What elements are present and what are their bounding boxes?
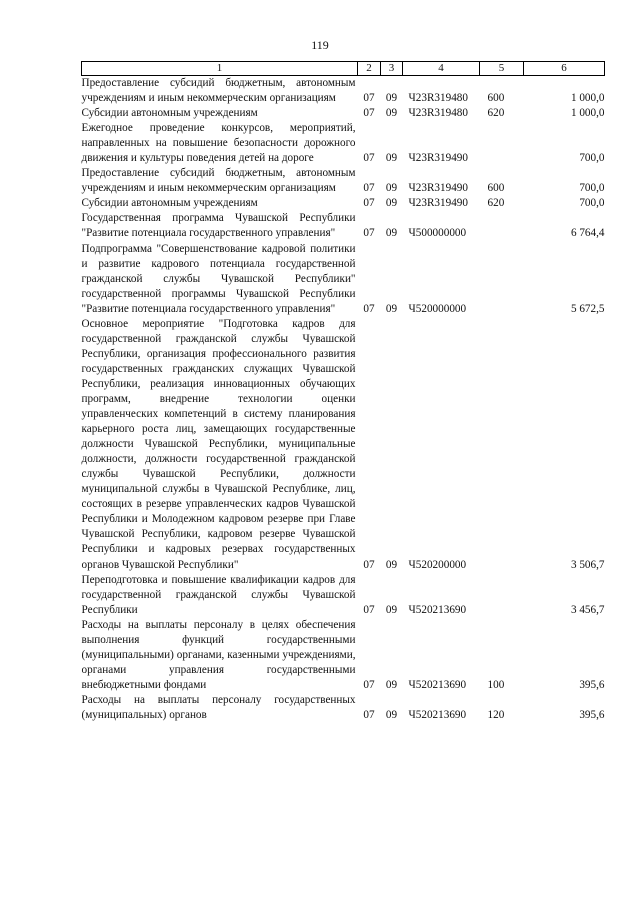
- row-amount: 700,0: [579, 197, 605, 210]
- row-section: 07: [363, 92, 375, 105]
- row-name: Субсидии автономным учреждениям: [81, 197, 258, 210]
- column-header: 2: [358, 62, 381, 76]
- row-name: Расходы на выплаты персоналу в целях обеспечения выполнения функций государственными (муниципальными) органами, казенными учреждениями, органами управления государственными внебюджетными фондами: [81, 618, 356, 691]
- row-section: 07: [363, 603, 375, 616]
- row-section: 07: [363, 182, 375, 195]
- row-expense-type: [480, 317, 524, 573]
- page-number: 119: [311, 38, 329, 52]
- row-target-article: Ч23R319490: [408, 197, 468, 210]
- row-subsection: 09: [385, 708, 398, 721]
- row-amount: 3 506,7: [570, 558, 605, 571]
- row-expense-type: 620: [487, 107, 505, 120]
- row-section: 07: [363, 107, 375, 120]
- row-amount: 1 000,0: [570, 107, 605, 120]
- row-amount: 1 000,0: [570, 92, 605, 105]
- row-name: Предоставление субсидий бюджетным, автономным учреждениям и иным некоммерческим организациям: [81, 77, 356, 105]
- budget-table: [81, 61, 605, 723]
- table-header: [82, 62, 605, 76]
- table-row: [82, 196, 605, 211]
- row-target-article: Ч520213690: [408, 603, 467, 616]
- row-section: 07: [363, 152, 375, 165]
- row-target-article: Ч23R319490: [408, 152, 468, 165]
- row-amount: 395,6: [579, 678, 605, 691]
- table-row: [82, 242, 605, 317]
- row-expense-type: 600: [487, 92, 505, 105]
- row-subsection: 09: [385, 107, 398, 120]
- table-row: [82, 573, 605, 618]
- row-amount: 3 456,7: [570, 603, 605, 616]
- row-subsection: 09: [385, 182, 398, 195]
- row-name: Основное мероприятие "Подготовка кадров для государственной гражданской службы Чувашской Республики, организация профессионального развития государственных гражданских служащих Чувашской Республики, реализация инновационных обучающих программ, внедрение технологии оценки управленческих компетенций в систему планирования карьерного роста лиц, замещающих государственные должности Чувашской Республики, муниципальные должности, должности государственной гражданской службы Чувашской Республики, должности муниципальной службы в Чувашской Республике, лиц, состоящих в резерве управленческих кадров Чувашской Республики и Молодежном кадровом резерве при Главе Чувашской Республики, кадровом резерве Чувашской Республики и кадровых резервах государственных органов Чувашской Республики": [81, 317, 356, 571]
- row-expense-type: [480, 573, 524, 618]
- row-subsection: 09: [385, 603, 398, 616]
- row-name: Расходы на выплаты персоналу государственных (муниципальных) органов: [81, 693, 356, 721]
- row-name: Подпрограмма "Совершенствование кадровой политики и развитие кадрового потенциала государственной гражданской службы Чувашской Республики" государственной программы Чувашской Республики "Развитие потенциала государственного управления": [81, 242, 356, 315]
- row-target-article: Ч520213690: [408, 708, 467, 721]
- table-row: [82, 166, 605, 196]
- row-name: Переподготовка и повышение квалификации кадров для государственной гражданской службы Чувашской Республики: [81, 573, 356, 616]
- row-expense-type: 100: [487, 678, 505, 691]
- row-expense-type: 600: [487, 182, 505, 195]
- row-name: Государственная программа Чувашской Республики "Развитие потенциала государственного управления": [81, 212, 356, 240]
- row-subsection: 09: [385, 678, 398, 691]
- row-subsection: 09: [385, 302, 398, 315]
- row-expense-type: [480, 242, 524, 317]
- row-section: 07: [363, 678, 375, 691]
- table-row: [82, 76, 605, 107]
- row-expense-type: [480, 121, 524, 166]
- row-section: 07: [363, 558, 375, 571]
- row-expense-type: 120: [487, 708, 505, 721]
- row-amount: 5 672,5: [570, 302, 605, 315]
- row-amount: 395,6: [579, 708, 605, 721]
- row-subsection: 09: [385, 558, 398, 571]
- row-section: 07: [363, 708, 375, 721]
- table-row: [82, 106, 605, 121]
- table-body: [82, 76, 605, 724]
- row-name: Ежегодное проведение конкурсов, мероприятий, направленных на повышение безопасности дорожного движения и культуры поведения детей на дороге: [81, 122, 356, 165]
- column-header: 5: [480, 62, 524, 76]
- row-target-article: Ч520000000: [408, 302, 467, 315]
- column-header: 4: [403, 62, 480, 76]
- row-target-article: Ч23R319490: [408, 182, 468, 195]
- column-header: 3: [381, 62, 403, 76]
- row-name: Субсидии автономным учреждениям: [81, 107, 258, 120]
- row-amount: 6 764,4: [570, 227, 605, 240]
- table-row: [82, 211, 605, 241]
- row-expense-type: [480, 211, 524, 241]
- row-name: Предоставление субсидий бюджетным, автономным учреждениям и иным некоммерческим организациям: [81, 167, 356, 195]
- table-row: [82, 693, 605, 723]
- row-target-article: Ч23R319480: [408, 107, 468, 120]
- row-expense-type: 620: [487, 197, 505, 210]
- row-subsection: 09: [385, 92, 398, 105]
- row-target-article: Ч500000000: [408, 227, 467, 240]
- row-target-article: Ч520200000: [408, 558, 467, 571]
- row-subsection: 09: [385, 197, 398, 210]
- column-header: 1: [82, 62, 358, 76]
- table-row: [82, 618, 605, 693]
- table-row: [82, 121, 605, 166]
- column-header: 6: [524, 62, 605, 76]
- row-subsection: 09: [385, 152, 398, 165]
- table-row: [82, 317, 605, 573]
- row-section: 07: [363, 227, 375, 240]
- row-section: 07: [363, 302, 375, 315]
- row-amount: 700,0: [579, 152, 605, 165]
- row-target-article: Ч23R319480: [408, 92, 468, 105]
- row-amount: 700,0: [579, 182, 605, 195]
- row-section: 07: [363, 197, 375, 210]
- row-target-article: Ч520213690: [408, 678, 467, 691]
- row-subsection: 09: [385, 227, 398, 240]
